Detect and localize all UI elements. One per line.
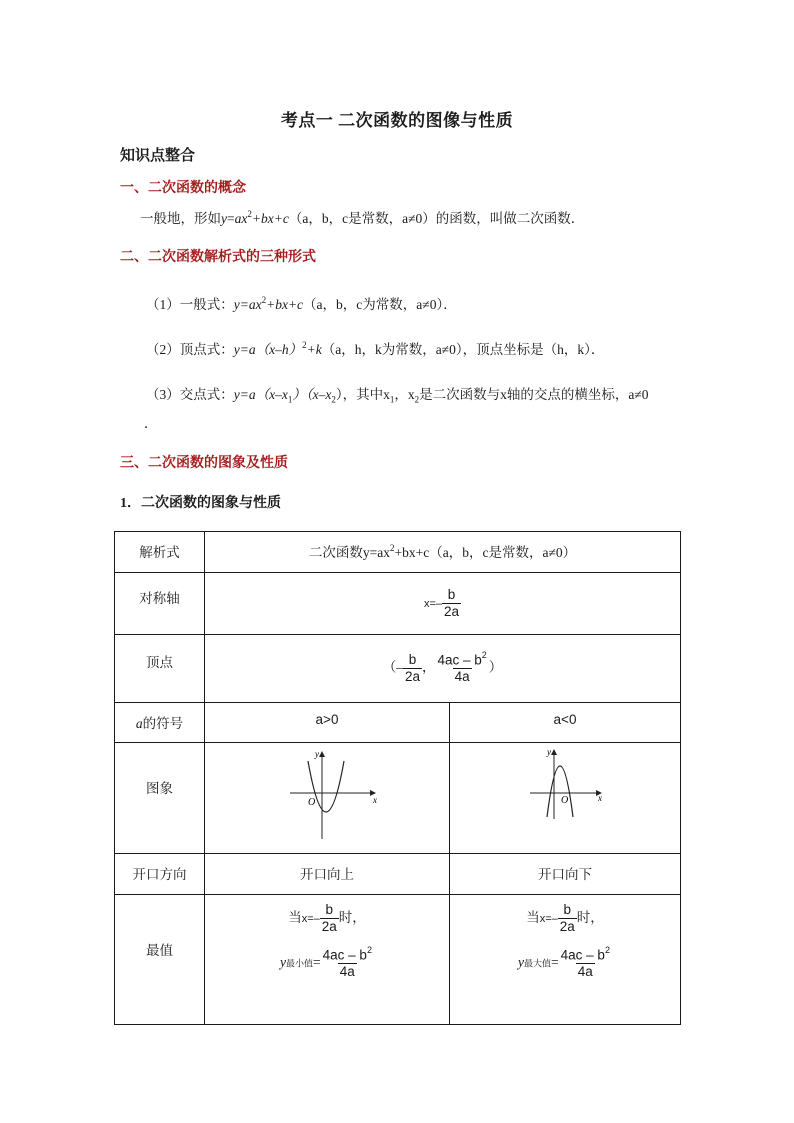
cell-extremum-max xyxy=(450,895,681,1025)
min-y: y xyxy=(280,954,287,970)
cell-label-axis: 对称轴 xyxy=(115,573,205,635)
min-shi: 时， xyxy=(338,909,366,925)
concept-text-2: （a，b，c是常数，a≠0）的函数，叫做二次函数． xyxy=(288,211,585,226)
min-x-eq: x=– xyxy=(301,912,320,925)
concept-var-y: y xyxy=(221,211,227,226)
form-intercept-p2: ）（x–x xyxy=(292,387,332,402)
min-value xyxy=(205,944,449,980)
cell-axis xyxy=(205,573,681,635)
vertex-num2-square: 2 xyxy=(481,649,487,660)
graph2-y-label: y xyxy=(547,747,551,757)
cell-opening-down: 开口向下 xyxy=(450,854,681,895)
max-num2-square: 2 xyxy=(604,944,610,955)
expression-text-1: 二次函数y=ax xyxy=(308,545,390,560)
max-value-fraction xyxy=(559,944,612,980)
cell-label-graph: 图象 xyxy=(115,743,205,854)
vertex-close: ） xyxy=(488,659,503,675)
expression-text-2: +bx+c（a，b，c是常数，a≠0） xyxy=(394,545,577,560)
row-vertex xyxy=(115,635,681,703)
form-intercept-p4: ，x xyxy=(394,387,415,402)
graph1-y-arrow xyxy=(319,751,325,757)
min-eq: = xyxy=(313,954,321,970)
cell-sign-positive: a>0 xyxy=(205,703,450,743)
page-title: 考点一 二次函数的图像与性质 xyxy=(280,111,514,130)
form-vertex-square: 2 xyxy=(302,339,307,350)
max-num2: 4ac – b xyxy=(560,947,605,963)
cell-vertex xyxy=(205,635,681,703)
form-intercept-p3: ），其中x xyxy=(335,387,390,402)
row-axis xyxy=(115,573,681,635)
sign-label-text: 的符号 xyxy=(142,716,184,731)
form-intercept xyxy=(146,383,648,405)
vertex-num1: b xyxy=(408,651,417,667)
vertex-num2: 4ac – b xyxy=(437,652,482,668)
heading-forms: 二、二次函数解析式的三种形式 xyxy=(120,250,316,265)
vertex-open: （– xyxy=(382,659,403,675)
row-graph xyxy=(115,743,681,854)
max-den: 2a xyxy=(559,918,575,934)
form-intercept-label: （3）交点式： xyxy=(146,387,234,402)
min-den2: 4a xyxy=(339,964,355,980)
subheading-graph-properties: 1．二次函数的图象与性质 xyxy=(120,496,281,511)
concept-paragraph xyxy=(140,207,584,227)
axis-fraction xyxy=(442,588,461,620)
min-value-fraction xyxy=(321,944,374,980)
cell-label-extremum: 最值 xyxy=(115,895,205,1025)
form-intercept-s4: 2 xyxy=(414,394,420,405)
cell-extremum-min xyxy=(205,895,450,1025)
axis-numerator: b xyxy=(447,586,456,602)
row-sign xyxy=(115,703,681,743)
form-intercept-p5: 是二次函数与x轴的交点的横坐标，a≠0 xyxy=(419,387,649,402)
min-condition xyxy=(205,903,449,935)
form-intercept-p1: y=a（x–x xyxy=(233,387,288,402)
cell-graph-down xyxy=(450,743,681,854)
graph2-x-label: x xyxy=(598,793,602,803)
vertex-den2: 4a xyxy=(454,669,470,685)
min-num: b xyxy=(325,902,334,917)
vertex-fraction-1 xyxy=(403,653,422,685)
form-general-label: （1）一般式： xyxy=(146,297,234,312)
heading-concept: 一、二次函数的概念 xyxy=(120,181,246,196)
row-expression xyxy=(115,532,681,573)
max-den2: 4a xyxy=(577,964,593,980)
min-subscript: 最小值 xyxy=(286,958,314,969)
max-when: 当 xyxy=(526,909,540,925)
cell-label-opening: 开口方向 xyxy=(115,854,205,895)
cell-opening-up: 开口向上 xyxy=(205,854,450,895)
graph-upward-parabola xyxy=(205,743,450,849)
row-extremum xyxy=(115,895,681,1025)
graph2-y-arrow xyxy=(551,749,557,755)
form-general xyxy=(146,293,457,313)
sign-label-a: a xyxy=(135,716,143,731)
min-when: 当 xyxy=(288,909,302,925)
graph-downward-parabola xyxy=(450,743,681,849)
vertex-fraction-2 xyxy=(435,649,488,685)
graph2-origin-label: O xyxy=(561,795,569,806)
concept-ax: ax xyxy=(234,211,248,226)
cell-label-expression: 解析式 xyxy=(115,532,205,573)
graph1-origin-label: O xyxy=(308,797,316,808)
max-subscript: 最大值 xyxy=(524,958,552,969)
form-vertex xyxy=(146,338,604,358)
cell-label-sign xyxy=(115,703,205,743)
graph1-x-label: x xyxy=(373,795,377,805)
form-vertex-rest: +k xyxy=(306,342,322,357)
graph2-parabola xyxy=(547,766,573,817)
min-den: 2a xyxy=(321,918,337,934)
form-general-lhs: y=ax xyxy=(233,297,262,312)
form-vertex-label: （2）顶点式： xyxy=(146,342,234,357)
vertex-den1: 2a xyxy=(404,668,420,684)
concept-text-1: 一般地，形如 xyxy=(140,211,221,226)
heading-graph-properties: 三、二次函数的图象及性质 xyxy=(120,456,288,471)
min-fraction xyxy=(320,903,339,935)
axis-denominator: 2a xyxy=(444,603,460,619)
properties-table xyxy=(114,531,681,1025)
concept-eq: = xyxy=(227,211,235,226)
form-intercept-s2: 2 xyxy=(331,394,336,405)
max-shi: 时， xyxy=(576,909,604,925)
form-general-square: 2 xyxy=(261,294,267,305)
form-intercept-s3: 1 xyxy=(389,394,395,405)
graph1-y-label: y xyxy=(315,749,319,759)
form-vertex-lhs: y=a（x–h） xyxy=(233,342,303,357)
axis-x-eq: x=– xyxy=(423,597,442,610)
concept-bx-c: +bx+c xyxy=(251,211,289,226)
row-opening xyxy=(115,854,681,895)
cell-sign-negative: a<0 xyxy=(450,703,681,743)
vertex-comma: ， xyxy=(421,659,436,675)
form-general-note: （a，b，c为常数，a≠0）． xyxy=(303,297,457,312)
max-eq: = xyxy=(551,954,559,970)
section-heading: 知识点整合 xyxy=(120,148,196,164)
form-intercept-dot: ． xyxy=(144,416,158,431)
cell-expression xyxy=(205,532,681,573)
cell-graph-up xyxy=(205,743,450,854)
cell-label-vertex: 顶点 xyxy=(115,635,205,703)
expression-square: 2 xyxy=(390,542,395,553)
max-value xyxy=(450,944,680,980)
form-general-rest: +bx+c xyxy=(266,297,304,312)
max-fraction xyxy=(558,903,577,935)
form-vertex-note: （a，h，k为常数，a≠0），顶点坐标是（h，k）． xyxy=(321,342,605,357)
min-num2: 4ac – b xyxy=(322,947,367,963)
concept-square: 2 xyxy=(247,208,252,219)
max-condition xyxy=(450,903,680,935)
max-y: y xyxy=(518,954,525,970)
form-intercept-s1: 1 xyxy=(287,394,293,405)
max-num: b xyxy=(563,902,572,917)
max-x-eq: x=– xyxy=(539,912,558,925)
min-num2-square: 2 xyxy=(366,944,372,955)
